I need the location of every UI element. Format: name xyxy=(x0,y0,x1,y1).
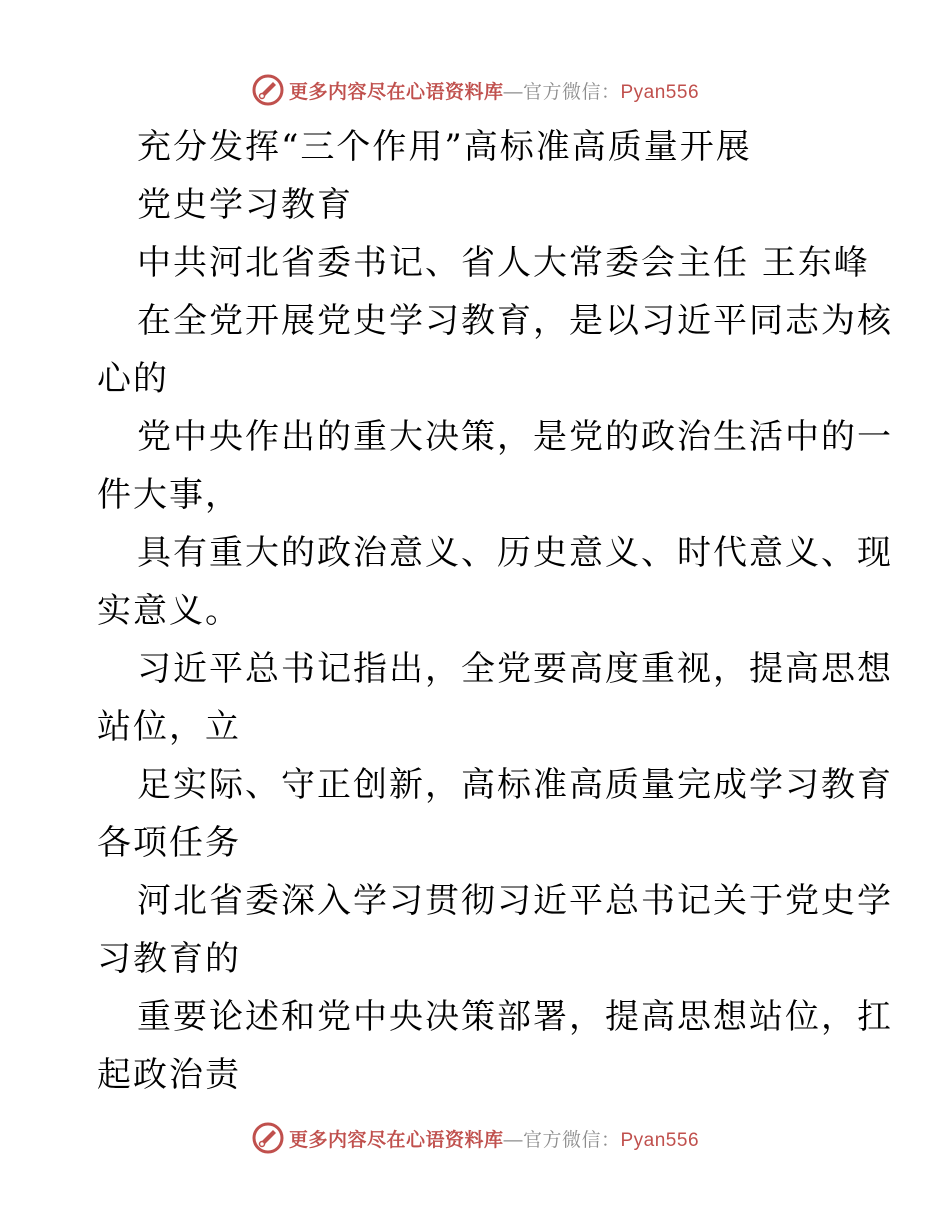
text-line: 起政治责 xyxy=(97,1055,241,1095)
text-line: 重要论述和党中央决策部署，提高思想站位，扛 xyxy=(137,997,893,1037)
text-line: 党中央作出的重大决策，是党的政治生活中的一 xyxy=(137,417,893,457)
text-line: 河北省委深入学习贯彻习近平总书记关于党史学 xyxy=(137,881,893,921)
text-line: 在全党开展党史学习教育，是以习近平同志为核 xyxy=(137,301,893,341)
brand-logo-icon xyxy=(251,1121,285,1155)
text-line: 足实际、守正创新，高标准高质量完成学习教育 xyxy=(137,765,893,805)
text-line: 件大事， xyxy=(97,475,241,515)
footer-banner xyxy=(0,1118,950,1158)
banner-handle: Pyan556 xyxy=(620,81,700,103)
text-line: 心的 xyxy=(97,359,169,399)
banner-dash: — xyxy=(503,1129,523,1151)
text-line: 各项任务 xyxy=(97,823,241,863)
banner-label: 官方微信： xyxy=(522,81,621,103)
header-banner xyxy=(0,70,950,110)
text-line: 充分发挥“三个作用”高标准高质量开展 xyxy=(137,127,752,167)
banner-site-text: 更多内容尽在心语资料库 xyxy=(288,81,504,103)
banner-dash: — xyxy=(503,81,523,103)
document-body xyxy=(97,118,893,1104)
brand-logo-icon xyxy=(251,73,285,107)
banner-label: 官方微信： xyxy=(522,1129,621,1151)
text-line: 习近平总书记指出，全党要高度重视，提高思想 xyxy=(137,649,893,689)
banner-site-text: 更多内容尽在心语资料库 xyxy=(288,1129,504,1151)
text-line: 实意义。 xyxy=(97,591,241,631)
text-line: 具有重大的政治意义、历史意义、时代意义、现 xyxy=(137,533,893,573)
text-line: 站位，立 xyxy=(97,707,241,747)
text-line: 习教育的 xyxy=(97,939,241,979)
banner-handle: Pyan556 xyxy=(620,1129,700,1151)
text-line: 党史学习教育 xyxy=(137,185,353,225)
text-line: 中共河北省委书记、省人大常委会主任 王东峰 xyxy=(137,243,870,283)
